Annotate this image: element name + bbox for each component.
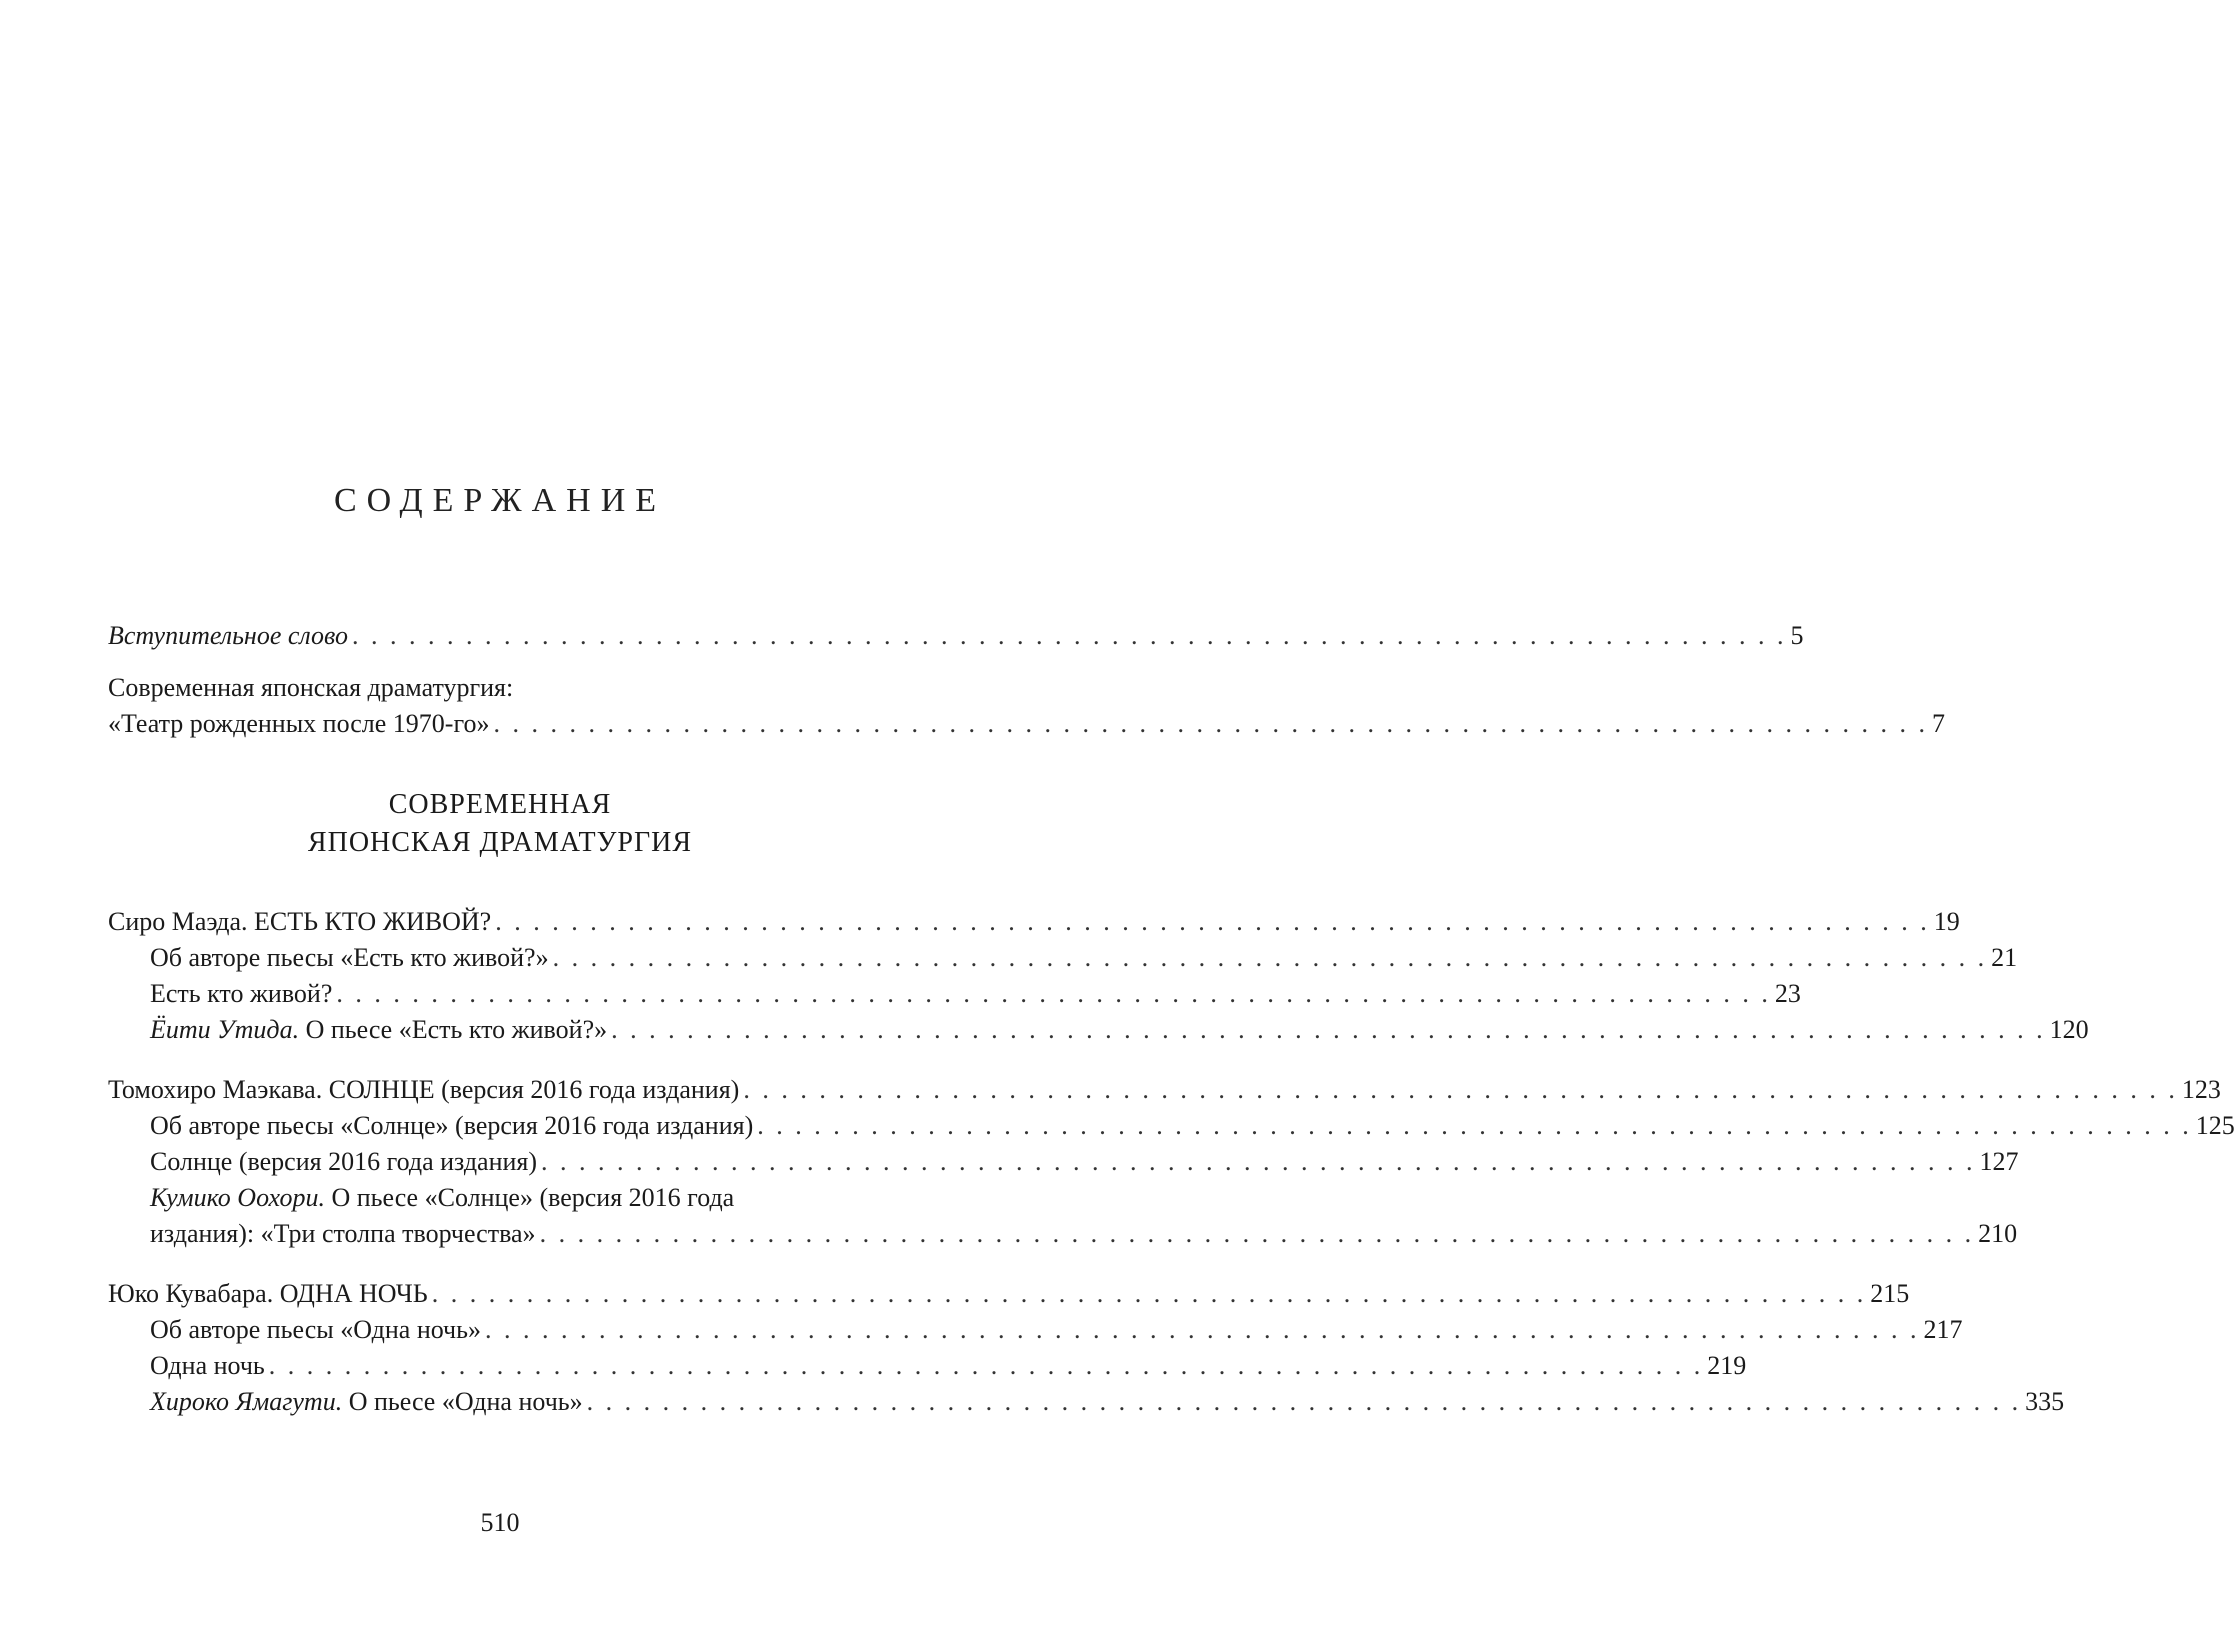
toc-page-number: 219 <box>1707 1351 1747 1380</box>
toc-entry-label: Томохиро Маэкава. СОЛНЦЕ (версия 2016 года издания) <box>108 1075 740 1104</box>
dot-leader: . . . . . . . . . . . . . . . . . . . . . . . . . . . . . . . . . . . . . . . . . . . . . . . . . . . . . . . . . . . . . . . . . . . . . . . . . . . . <box>336 979 1771 1008</box>
toc-page-number: 210 <box>1978 1219 2018 1248</box>
dot-leader: . . . . . . . . . . . . . . . . . . . . . . . . . . . . . . . . . . . . . . . . . . . . . . . . . . . . . . . . . . . . . . . . . . . . . . . . . . . . <box>552 943 1988 972</box>
toc-entry-play3[interactable] <box>108 1276 1910 1312</box>
toc-entry-label: Одна ночь <box>150 1351 265 1380</box>
toc-subentry[interactable] <box>150 940 2018 976</box>
essay-title: О пьесе «Одна ночь» <box>342 1387 583 1416</box>
toc-page-number: 335 <box>2025 1387 2065 1416</box>
toc-subentry[interactable] <box>150 1348 1747 1384</box>
dot-leader: . . . . . . . . . . . . . . . . . . . . . . . . . . . . . . . . . . . . . . . . . . . . . . . . . . . . . . . . . . . . . . . . . . . . . . . . . . . . <box>541 1147 1976 1176</box>
toc-subentry-essay[interactable] <box>150 1012 2089 1048</box>
dot-leader: . . . . . . . . . . . . . . . . . . . . . . . . . . . . . . . . . . . . . . . . . . . . . . . . . . . . . . . . . . . . . . . . . . . . . . . . . . . . <box>757 1111 2192 1140</box>
toc-subentry[interactable] <box>150 1144 2019 1180</box>
essay-author: Хироко Ямагути. <box>150 1387 343 1416</box>
toc-entry-label: «Театр рожденных после 1970-го» <box>108 709 490 738</box>
dot-leader: . . . . . . . . . . . . . . . . . . . . . . . . . . . . . . . . . . . . . . . . . . . . . . . . . . . . . . . . . . . . . . . . . . . . . . . . . . . . <box>431 1279 1867 1308</box>
toc-entry-label: Об авторе пьесы «Солнце» (версия 2016 года издания) <box>150 1111 754 1140</box>
toc-subentry[interactable] <box>150 1312 1963 1348</box>
dot-leader: . . . . . . . . . . . . . . . . . . . . . . . . . . . . . . . . . . . . . . . . . . . . . . . . . . . . . . . . . . . . . . . . . . . . . . . . . . . . <box>493 709 1928 738</box>
toc-page-number: 23 <box>1774 979 1801 1008</box>
dot-leader: . . . . . . . . . . . . . . . . . . . . . . . . . . . . . . . . . . . . . . . . . . . . . . . . . . . . . . . . . . . . . . . . . . . . . . . . . . . . <box>539 1219 1975 1248</box>
dot-leader: . . . . . . . . . . . . . . . . . . . . . . . . . . . . . . . . . . . . . . . . . . . . . . . . . . . . . . . . . . . . . . . . . . . . . . . . . . . . <box>495 907 1930 936</box>
toc-entry-play2[interactable] <box>108 1072 2221 1108</box>
toc-page-number: 120 <box>2049 1015 2089 1044</box>
toc-subentry-essay[interactable] <box>150 1384 2065 1420</box>
essay-author: Кумико Оохори. <box>150 1183 325 1212</box>
toc-entry-label: издания): «Три столпа творчества» <box>150 1219 536 1248</box>
toc-page-number: 217 <box>1923 1315 1963 1344</box>
toc-entry-label: Солнце (версия 2016 года издания) <box>150 1147 538 1176</box>
toc-entry-label <box>150 1012 607 1048</box>
toc-entry-play1[interactable] <box>108 904 1960 940</box>
dot-leader: . . . . . . . . . . . . . . . . . . . . . . . . . . . . . . . . . . . . . . . . . . . . . . . . . . . . . . . . . . . . . . . . . . . . . . . . . . . . <box>268 1351 1704 1380</box>
section-heading-line1: СОВРЕМЕННАЯ <box>388 789 612 820</box>
toc-page-number: 123 <box>2181 1075 2221 1104</box>
toc-page-number: 215 <box>1870 1279 1910 1308</box>
toc-entry-label <box>150 1384 583 1420</box>
dot-leader: . . . . . . . . . . . . . . . . . . . . . . . . . . . . . . . . . . . . . . . . . . . . . . . . . . . . . . . . . . . . . . . . . . . . . . . . . . . . <box>586 1387 2022 1416</box>
toc-subentry-essay[interactable] <box>150 1216 2018 1252</box>
toc-entry-label: Об авторе пьесы «Одна ночь» <box>150 1315 481 1344</box>
toc-entry-label: Об авторе пьесы «Есть кто живой?» <box>150 943 549 972</box>
toc-entry-label: Вступительное слово <box>108 621 349 650</box>
toc-entry-label: Есть кто живой? <box>150 979 333 1008</box>
essay-title: О пьесе «Есть кто живой?» <box>299 1015 608 1044</box>
dot-leader: . . . . . . . . . . . . . . . . . . . . . . . . . . . . . . . . . . . . . . . . . . . . . . . . . . . . . . . . . . . . . . . . . . . . . . . . . . . . <box>352 621 1787 650</box>
toc-page-number: 21 <box>1991 943 2018 972</box>
toc-entry-label: Сиро Маэда. ЕСТЬ КТО ЖИВОЙ? <box>108 907 492 936</box>
toc-entry-contemporary[interactable] <box>108 706 1945 742</box>
section-heading-line2: ЯПОНСКАЯ ДРАМАТУРГИЯ <box>307 827 693 858</box>
dot-leader: . . . . . . . . . . . . . . . . . . . . . . . . . . . . . . . . . . . . . . . . . . . . . . . . . . . . . . . . . . . . . . . . . . . . . . . . . . . . <box>485 1315 1920 1344</box>
toc-subentry[interactable] <box>150 976 1801 1012</box>
toc-page-number: 7 <box>1931 709 1945 738</box>
essay-author: Ёити Утида. <box>150 1015 300 1044</box>
toc-page-number: 19 <box>1933 907 1960 936</box>
toc-page-number: 5 <box>1790 621 1804 650</box>
toc-subentry[interactable] <box>150 1108 2235 1144</box>
dot-leader: . . . . . . . . . . . . . . . . . . . . . . . . . . . . . . . . . . . . . . . . . . . . . . . . . . . . . . . . . . . . . . . . . . . . . . . . . . . . <box>611 1015 2046 1044</box>
page-number: 510 <box>480 1508 520 1537</box>
essay-title: О пьесе «Солнце» (версия 2016 года <box>324 1183 735 1212</box>
toc-entry-intro[interactable] <box>108 618 1804 654</box>
toc-subentry-essay-line1 <box>150 1180 734 1216</box>
toc-entry-contemporary-line1: Современная японская драматургия: <box>108 673 514 702</box>
toc-page-number: 127 <box>1979 1147 2019 1176</box>
toc-page-number: 125 <box>2195 1111 2235 1140</box>
dot-leader: . . . . . . . . . . . . . . . . . . . . . . . . . . . . . . . . . . . . . . . . . . . . . . . . . . . . . . . . . . . . . . . . . . . . . . . . . . . . <box>743 1075 2178 1104</box>
page-title: СОДЕРЖАНИЕ <box>333 482 667 519</box>
toc-entry-label: Юко Кувабара. ОДНА НОЧЬ <box>108 1279 428 1308</box>
